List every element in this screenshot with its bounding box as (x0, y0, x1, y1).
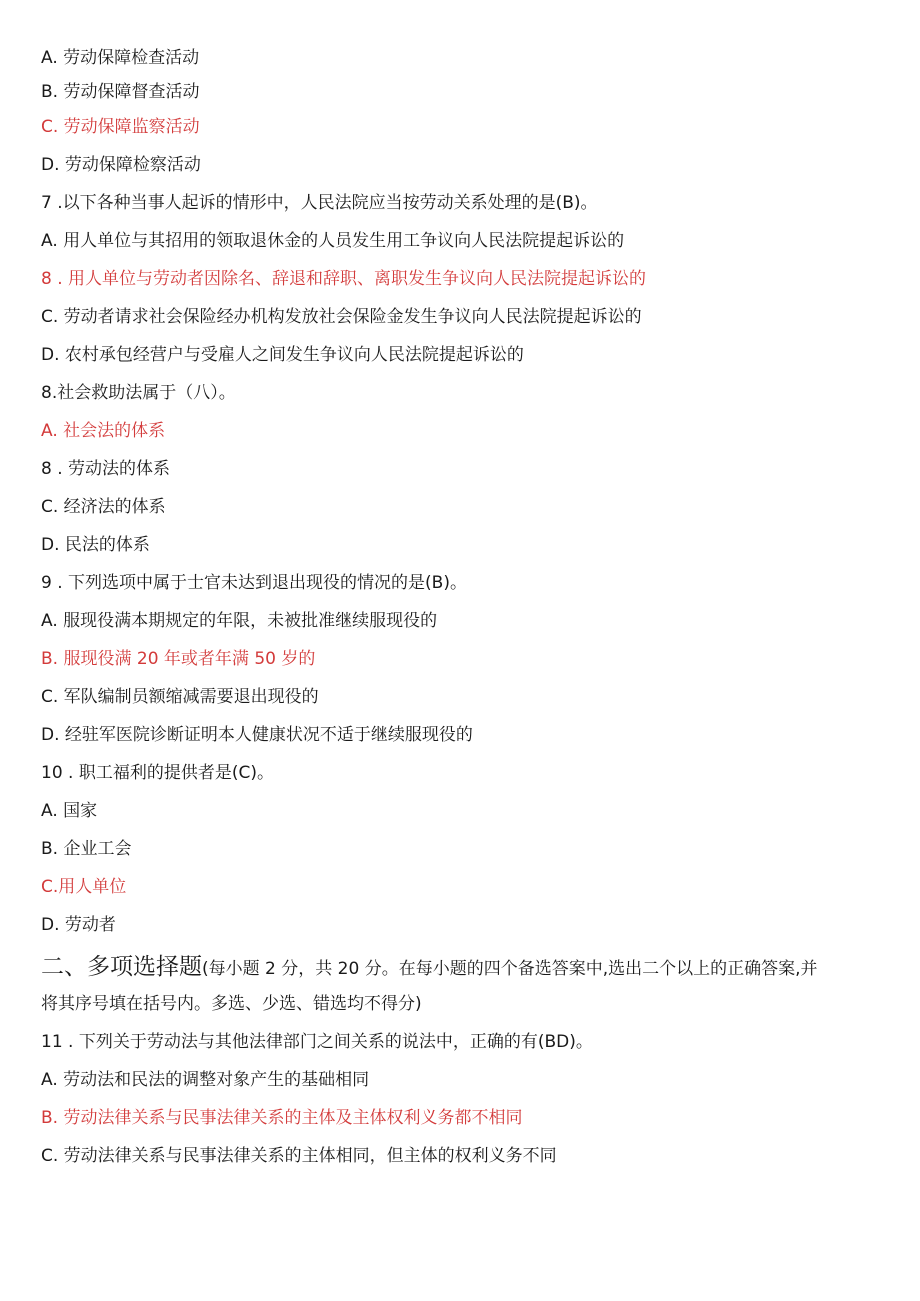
section-note-line2: 将其序号填在括号内。多选、少选、错选均不得分) (41, 994, 422, 1014)
answer-option-line: B. 劳动法律关系与民事法律关系的主体及主体权利义务都不相同 (41, 1108, 523, 1128)
option-line: A. 服现役满本期规定的年限，未被批准继续服现役的 (41, 611, 438, 631)
question-line: 11 . 下列关于劳动法与其他法律部门之间关系的说法中，正确的有(BD)。 (41, 1032, 593, 1052)
answer-option-line: C. 劳动保障监察活动 (41, 117, 200, 137)
option-line: 8 . 劳动法的体系 (41, 459, 171, 479)
question-line: 9 . 下列选项中属于士官未达到退出现役的情况的是(B)。 (41, 573, 467, 593)
option-line: A. 劳动保障检查活动 (41, 48, 200, 68)
option-line: B. 企业工会 (41, 839, 132, 859)
option-line: C. 经济法的体系 (41, 497, 166, 517)
option-line: C. 劳动者请求社会保险经办机构发放社会保险金发生争议向人民法院提起诉讼的 (41, 307, 642, 327)
option-line: D. 民法的体系 (41, 535, 150, 555)
option-line: A. 用人单位与其招用的领取退休金的人员发生用工争议向人民法院提起诉讼的 (41, 231, 625, 251)
section-title: 二、多项选择题 (41, 954, 202, 980)
option-line: D. 劳动保障检察活动 (41, 155, 201, 175)
option-line: D. 农村承包经营户与受雇人之间发生争议向人民法院提起诉讼的 (41, 345, 524, 365)
question-line: 7 .以下各种当事人起诉的情形中，人民法院应当按劳动关系处理的是(B)。 (41, 193, 598, 213)
section-heading (41, 948, 881, 988)
answer-option-line: C.用人单位 (41, 877, 127, 897)
question-line: 8.社会救助法属于（八）。 (41, 383, 236, 403)
option-line: A. 国家 (41, 801, 98, 821)
answer-option-line: A. 社会法的体系 (41, 421, 166, 441)
section-note-line1: (每小题 2 分，共 20 分。在每小题的四个备选答案中,选出二个以上的正确答案,并 (202, 959, 818, 979)
option-line: A. 劳动法和民法的调整对象产生的基础相同 (41, 1070, 370, 1090)
option-line: C. 劳动法律关系与民事法律关系的主体相同，但主体的权利义务不同 (41, 1146, 557, 1166)
option-line: B. 劳动保障督查活动 (41, 82, 200, 102)
answer-option-line: B. 服现役满 20 年或者年满 50 岁的 (41, 649, 316, 669)
option-line: C. 军队编制员额缩减需要退出现役的 (41, 687, 319, 707)
option-line: D. 劳动者 (41, 915, 116, 935)
question-line: 10 . 职工福利的提供者是(C)。 (41, 763, 274, 783)
option-line: D. 经驻军医院诊断证明本人健康状况不适于继续服现役的 (41, 725, 473, 745)
answer-option-line: 8 . 用人单位与劳动者因除名、辞退和辞职、离职发生争议向人民法院提起诉讼的 (41, 269, 647, 289)
